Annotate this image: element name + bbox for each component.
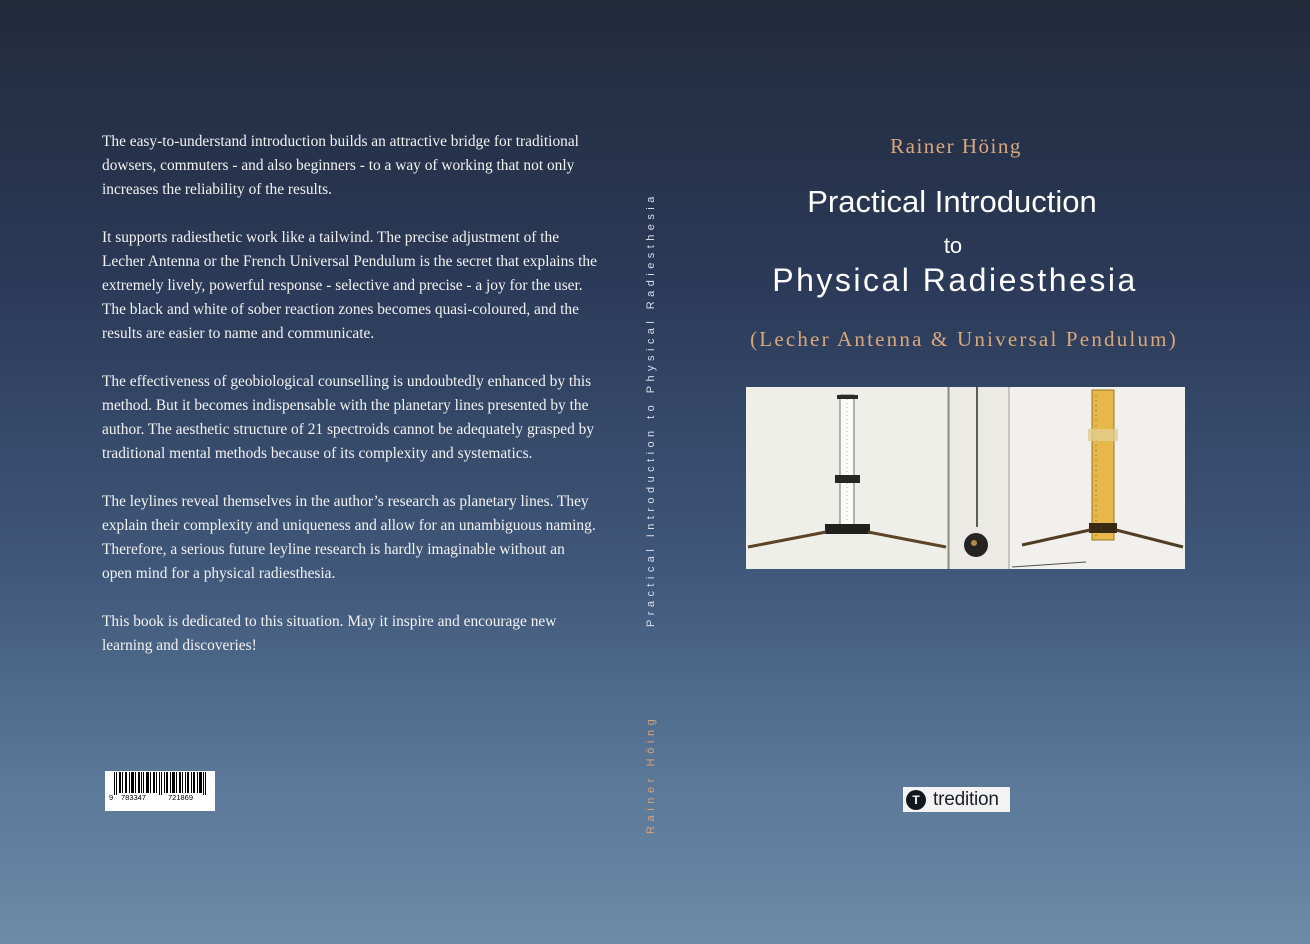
back-cover-blurb xyxy=(102,130,597,682)
publisher-name: tredition xyxy=(933,789,999,810)
barcode-digits-group-2: 721869 xyxy=(168,793,194,802)
front-author: Rainer Höing xyxy=(890,134,1022,158)
publisher-logo xyxy=(903,787,1010,812)
barcode-bars xyxy=(105,771,215,795)
blurb-paragraph-4: The leylines reveal themselves in the author’s research as planetary lines. They explain their complexity and uniqueness and allow for an unambiguous naming. Therefore, a serious future leyline research is hardly imaginable without an open mind for a physical radiesthesia. xyxy=(102,493,596,582)
cover-photo xyxy=(746,387,1185,569)
spine-author: Rainer Höing xyxy=(645,714,657,834)
barcode-digit-first: 9 xyxy=(109,793,114,802)
lecher-antenna-and-pendulum-illustration xyxy=(746,387,1185,569)
blurb-paragraph-1: The easy-to-understand introduction builds an attractive bridge for traditional dowsers, commuters - and also beginners - to a way of working that not only increases the reliability of the results. xyxy=(102,133,579,198)
barcode-digits-group-1: 783347 xyxy=(121,793,147,802)
isbn-barcode xyxy=(105,771,215,811)
title-line-2: to xyxy=(943,233,963,258)
spine-title: Practical Introduction to Physical Radiesthesia xyxy=(645,192,657,627)
blurb-paragraph-2: It supports radiesthetic work like a tailwind. The precise adjustment of the Lecher Antenna or the French Universal Pendulum is the secret that explains the extremely lively, powerful response - selective and precise - a joy for the user. The black and white of sober reaction zones becomes quasi-coloured, and the results are easier to name and communicate. xyxy=(102,229,597,342)
subtitle: (Lecher Antenna & Universal Pendulum) xyxy=(750,327,1178,351)
barcode-digits xyxy=(108,793,214,803)
tredition-logo-icon: T xyxy=(906,790,926,810)
blurb-paragraph-5: This book is dedicated to this situation. May it inspire and encourage new learning and discoveries! xyxy=(102,613,557,654)
title-line-1: Practical Introduction xyxy=(807,184,1097,219)
blurb-paragraph-3: The effectiveness of geobiological counselling is undoubtedly enhanced by this method. But it becomes indispensable with the planetary lines presented by the author. The aesthetic structure of 21 spectroids cannot be adequately grasped by traditional mental methods because of its complexity and systematics. xyxy=(102,373,595,462)
title-line-3: Physical Radiesthesia xyxy=(772,262,1138,298)
